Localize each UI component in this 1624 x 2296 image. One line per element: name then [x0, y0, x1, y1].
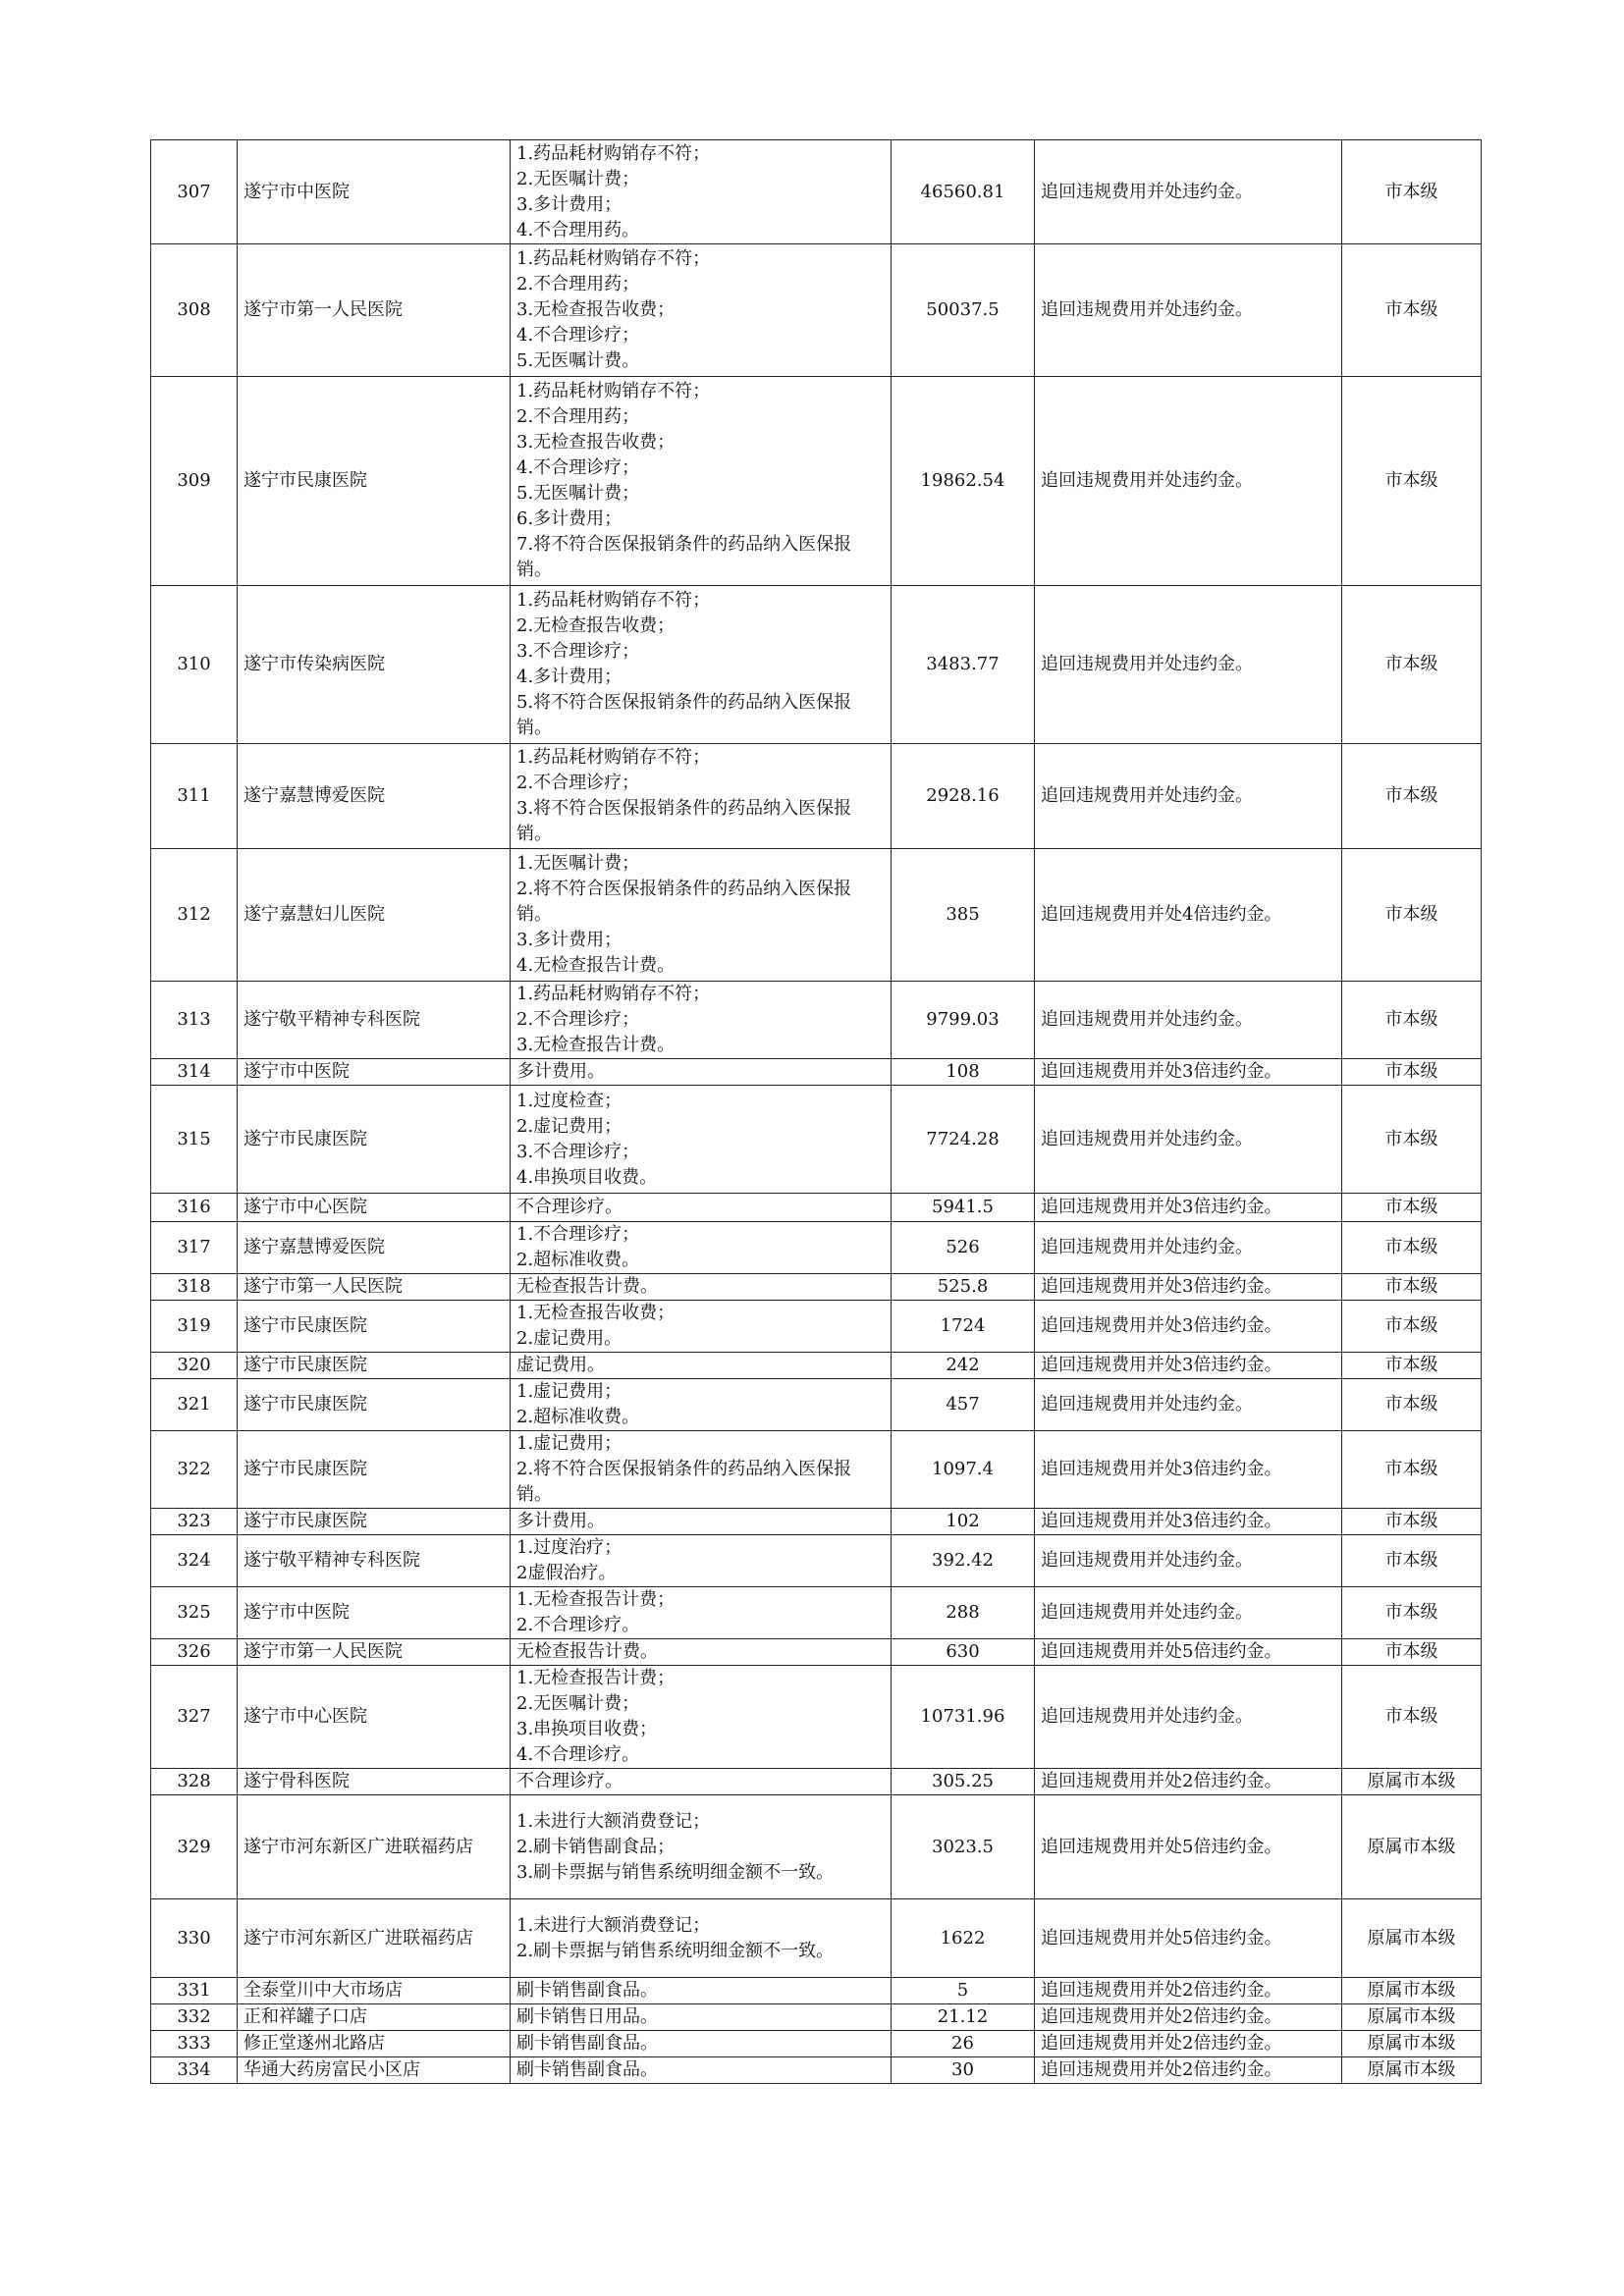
table-row — [151, 244, 1482, 377]
admin-level: 市本级 — [1342, 849, 1482, 982]
issue-line: 2.不合理诊疗； — [516, 773, 640, 793]
admin-level: 市本级 — [1342, 1639, 1482, 1666]
institution-name: 遂宁嘉慧妇儿医院 — [238, 849, 511, 982]
handling-action: 追回违规费用并处5倍违约金。 — [1035, 1639, 1342, 1666]
table-row — [151, 982, 1482, 1059]
violation-amount: 5941.5 — [892, 1194, 1035, 1222]
handling-action: 追回违规费用并处2倍违约金。 — [1035, 1769, 1342, 1795]
handling-action: 追回违规费用并处3倍违约金。 — [1035, 1301, 1342, 1353]
handling-action: 追回违规费用并处违约金。 — [1035, 1222, 1342, 1274]
row-number: 328 — [151, 1769, 238, 1795]
handling-action: 追回违规费用并处2倍违约金。 — [1035, 1978, 1342, 2004]
row-number: 324 — [151, 1535, 238, 1587]
violation-issues — [511, 1769, 892, 1795]
issue-line: 2.超标准收费。 — [516, 1407, 640, 1427]
violation-amount: 3483.77 — [892, 586, 1035, 744]
row-number: 325 — [151, 1587, 238, 1639]
issue-line: 1.药品耗材购销存不符； — [516, 142, 711, 164]
issue-line: 无检查报告计费。 — [516, 1641, 658, 1662]
issue-line: 1.无检查报告计费； — [516, 1668, 676, 1688]
issue-line: 无检查报告计费。 — [516, 1276, 658, 1297]
row-number: 312 — [151, 849, 238, 982]
admin-level: 市本级 — [1342, 1086, 1482, 1194]
violation-amount: 108 — [892, 1059, 1035, 1086]
admin-level: 市本级 — [1342, 1059, 1482, 1086]
institution-name: 遂宁市中心医院 — [238, 1666, 511, 1769]
issue-line: 2.刷卡票据与销售系统明细金额不一致。 — [516, 1940, 835, 1961]
admin-level: 市本级 — [1342, 1509, 1482, 1535]
issue-line: 5.无医嘱计费； — [516, 483, 640, 504]
admin-level: 原属市本级 — [1342, 1899, 1482, 1978]
violation-amount: 9799.03 — [892, 982, 1035, 1059]
violation-issues — [511, 1899, 892, 1978]
issue-line: 5.无医嘱计费。 — [516, 350, 640, 371]
violation-issues — [511, 1086, 892, 1194]
row-number: 314 — [151, 1059, 238, 1086]
admin-level: 市本级 — [1342, 744, 1482, 849]
row-number: 313 — [151, 982, 238, 1059]
row-number: 309 — [151, 377, 238, 586]
handling-action: 追回违规费用并处违约金。 — [1035, 1086, 1342, 1194]
violation-issues — [511, 2057, 892, 2084]
table-row — [151, 849, 1482, 982]
handling-action: 追回违规费用并处3倍违约金。 — [1035, 1274, 1342, 1301]
institution-name: 修正堂遂州北路店 — [238, 2031, 511, 2057]
violation-issues — [511, 1978, 892, 2004]
issue-line: 2.虚记费用； — [516, 1115, 623, 1137]
violation-amount: 21.12 — [892, 2004, 1035, 2031]
issue-line: 2.将不符合医保报销条件的药品纳入医保报销。 — [516, 1459, 852, 1505]
violation-issues — [511, 849, 892, 982]
row-number: 326 — [151, 1639, 238, 1666]
institution-name: 华通大药房富民小区店 — [238, 2057, 511, 2084]
issue-line: 2.刷卡销售副食品； — [516, 1836, 676, 1857]
issue-line: 4.不合理诊疗。 — [516, 1744, 640, 1765]
institution-name: 遂宁敬平精神专科医院 — [238, 1535, 511, 1587]
institution-name: 遂宁嘉慧博爱医院 — [238, 744, 511, 849]
table-row — [151, 586, 1482, 744]
admin-level: 市本级 — [1342, 1535, 1482, 1587]
admin-level: 市本级 — [1342, 982, 1482, 1059]
table-row — [151, 1379, 1482, 1431]
issue-line: 虚记费用。 — [516, 1355, 605, 1375]
table-row — [151, 1353, 1482, 1379]
issue-line: 1.药品耗材购销存不符； — [516, 747, 711, 768]
issue-line: 刷卡销售副食品。 — [516, 1980, 658, 2001]
row-number: 317 — [151, 1222, 238, 1274]
admin-level: 市本级 — [1342, 1301, 1482, 1353]
handling-action: 追回违规费用并处违约金。 — [1035, 244, 1342, 377]
table-row — [151, 1509, 1482, 1535]
admin-level: 原属市本级 — [1342, 2004, 1482, 2031]
table-row — [151, 140, 1482, 244]
admin-level: 市本级 — [1342, 1194, 1482, 1222]
table-row — [151, 1666, 1482, 1769]
institution-name: 遂宁市中医院 — [238, 1587, 511, 1639]
violation-amount: 50037.5 — [892, 244, 1035, 377]
issue-line: 4.不合理诊疗； — [516, 325, 640, 346]
issue-line: 刷卡销售日用品。 — [516, 2006, 658, 2027]
row-number: 323 — [151, 1509, 238, 1535]
institution-name: 遂宁市第一人民医院 — [238, 1639, 511, 1666]
table-row — [151, 1431, 1482, 1509]
institution-name: 遂宁骨科医院 — [238, 1769, 511, 1795]
issue-line: 1.无检查报告收费； — [516, 1303, 676, 1323]
issue-line: 1.过度治疗； — [516, 1537, 623, 1558]
admin-level: 原属市本级 — [1342, 1769, 1482, 1795]
row-number: 331 — [151, 1978, 238, 2004]
handling-action: 追回违规费用并处3倍违约金。 — [1035, 1509, 1342, 1535]
violation-amount: 526 — [892, 1222, 1035, 1274]
institution-name: 遂宁市中医院 — [238, 140, 511, 244]
handling-action: 追回违规费用并处4倍违约金。 — [1035, 849, 1342, 982]
handling-action: 追回违规费用并处3倍违约金。 — [1035, 1431, 1342, 1509]
issue-line: 5.将不符合医保报销条件的药品纳入医保报销。 — [516, 692, 852, 738]
issue-line: 7.将不符合医保报销条件的药品纳入医保报销。 — [516, 534, 852, 580]
admin-level: 市本级 — [1342, 1353, 1482, 1379]
table-row — [151, 1899, 1482, 1978]
issue-line: 1.药品耗材购销存不符； — [516, 381, 711, 401]
institution-name: 遂宁市中医院 — [238, 1059, 511, 1086]
handling-action: 追回违规费用并处违约金。 — [1035, 1535, 1342, 1587]
issue-line: 1.药品耗材购销存不符； — [516, 590, 711, 611]
issue-line: 2虚假治疗。 — [516, 1563, 617, 1583]
admin-level: 市本级 — [1342, 244, 1482, 377]
row-number: 318 — [151, 1274, 238, 1301]
row-number: 307 — [151, 140, 238, 244]
handling-action: 追回违规费用并处5倍违约金。 — [1035, 1899, 1342, 1978]
row-number: 315 — [151, 1086, 238, 1194]
violation-amount: 7724.28 — [892, 1086, 1035, 1194]
issue-line: 1.药品耗材购销存不符； — [516, 248, 711, 269]
institution-name: 遂宁敬平精神专科医院 — [238, 982, 511, 1059]
handling-action: 追回违规费用并处违约金。 — [1035, 377, 1342, 586]
issue-line: 1.不合理诊疗； — [516, 1224, 640, 1245]
handling-action: 追回违规费用并处3倍违约金。 — [1035, 1194, 1342, 1222]
table-row — [151, 1795, 1482, 1899]
table-row — [151, 1194, 1482, 1222]
violation-issues — [511, 744, 892, 849]
handling-action: 追回违规费用并处违约金。 — [1035, 1379, 1342, 1431]
issue-line: 3.无检查报告收费； — [516, 299, 676, 320]
violation-issues — [511, 1274, 892, 1301]
issue-line: 6.多计费用； — [516, 508, 623, 529]
admin-level: 市本级 — [1342, 1222, 1482, 1274]
table-row — [151, 1222, 1482, 1274]
issue-line: 2.将不符合医保报销条件的药品纳入医保报销。 — [516, 879, 852, 925]
violation-issues — [511, 1194, 892, 1222]
table-body — [151, 140, 1482, 2084]
violation-amount: 46560.81 — [892, 140, 1035, 244]
issue-line: 4.无检查报告计费。 — [516, 955, 676, 976]
handling-action: 追回违规费用并处2倍违约金。 — [1035, 2031, 1342, 2057]
institution-name: 遂宁市民康医院 — [238, 1353, 511, 1379]
violation-issues — [511, 1509, 892, 1535]
issue-line: 4.串换项目收费。 — [516, 1166, 658, 1188]
issue-line: 刷卡销售副食品。 — [516, 2033, 658, 2054]
institution-name: 遂宁市民康医院 — [238, 377, 511, 586]
issue-line: 3.串换项目收费； — [516, 1719, 658, 1739]
violation-issues — [511, 244, 892, 377]
issue-line: 2.不合理用药； — [516, 406, 640, 427]
violation-amount: 102 — [892, 1509, 1035, 1535]
issue-line: 2.无检查报告收费； — [516, 615, 676, 636]
violation-amount: 26 — [892, 2031, 1035, 2057]
violation-issues — [511, 1353, 892, 1379]
violations-table — [150, 139, 1482, 2084]
table-row — [151, 1769, 1482, 1795]
violation-issues — [511, 2031, 892, 2057]
issue-line: 2.超标准收费。 — [516, 1250, 640, 1270]
violation-amount: 10731.96 — [892, 1666, 1035, 1769]
table-row — [151, 1587, 1482, 1639]
issue-line: 4.不合理用药。 — [516, 219, 640, 240]
issue-line: 3.刷卡票据与销售系统明细金额不一致。 — [516, 1861, 835, 1883]
issue-line: 2.虚记费用。 — [516, 1328, 623, 1349]
issue-line: 3.无检查报告收费； — [516, 432, 676, 453]
issue-line: 1.药品耗材购销存不符； — [516, 984, 711, 1004]
handling-action: 追回违规费用并处3倍违约金。 — [1035, 1059, 1342, 1086]
institution-name: 遂宁市民康医院 — [238, 1301, 511, 1353]
institution-name: 遂宁市第一人民医院 — [238, 1274, 511, 1301]
table-row — [151, 1059, 1482, 1086]
violation-amount: 305.25 — [892, 1769, 1035, 1795]
issue-line: 不合理诊疗。 — [516, 1197, 623, 1217]
issue-line: 3.多计费用； — [516, 193, 623, 215]
issue-line: 3.不合理诊疗； — [516, 641, 640, 662]
row-number: 327 — [151, 1666, 238, 1769]
row-number: 333 — [151, 2031, 238, 2057]
admin-level: 原属市本级 — [1342, 1978, 1482, 2004]
violation-amount: 1097.4 — [892, 1431, 1035, 1509]
institution-name: 遂宁市民康医院 — [238, 1086, 511, 1194]
row-number: 332 — [151, 2004, 238, 2031]
row-number: 316 — [151, 1194, 238, 1222]
row-number: 320 — [151, 1353, 238, 1379]
issue-line: 2.无医嘱计费； — [516, 168, 640, 189]
violation-amount: 288 — [892, 1587, 1035, 1639]
violation-amount: 5 — [892, 1978, 1035, 2004]
row-number: 322 — [151, 1431, 238, 1509]
institution-name: 遂宁市河东新区广进联福药店 — [238, 1795, 511, 1899]
admin-level: 市本级 — [1342, 377, 1482, 586]
handling-action: 追回违规费用并处违约金。 — [1035, 586, 1342, 744]
table-row — [151, 1535, 1482, 1587]
issue-line: 4.多计费用； — [516, 667, 623, 687]
issue-line: 3.无检查报告计费。 — [516, 1035, 676, 1055]
issue-line: 1.过度检查； — [516, 1090, 623, 1111]
issue-line: 1.无检查报告计费； — [516, 1589, 676, 1610]
row-number: 311 — [151, 744, 238, 849]
violation-issues — [511, 1301, 892, 1353]
row-number: 310 — [151, 586, 238, 744]
handling-action: 追回违规费用并处违约金。 — [1035, 1666, 1342, 1769]
issue-line: 多计费用。 — [516, 1061, 605, 1082]
issue-line: 2.不合理诊疗； — [516, 1009, 640, 1030]
institution-name: 遂宁嘉慧博爱医院 — [238, 1222, 511, 1274]
violation-amount: 1724 — [892, 1301, 1035, 1353]
admin-level: 市本级 — [1342, 1274, 1482, 1301]
admin-level: 市本级 — [1342, 1431, 1482, 1509]
admin-level: 市本级 — [1342, 1666, 1482, 1769]
row-number: 329 — [151, 1795, 238, 1899]
table-row — [151, 1639, 1482, 1666]
row-number: 334 — [151, 2057, 238, 2084]
institution-name: 遂宁市河东新区广进联福药店 — [238, 1899, 511, 1978]
institution-name: 遂宁市第一人民医院 — [238, 244, 511, 377]
violation-amount: 525.8 — [892, 1274, 1035, 1301]
violation-amount: 2928.16 — [892, 744, 1035, 849]
institution-name: 遂宁市传染病医院 — [238, 586, 511, 744]
handling-action: 追回违规费用并处3倍违约金。 — [1035, 1353, 1342, 1379]
handling-action: 追回违规费用并处2倍违约金。 — [1035, 2057, 1342, 2084]
violation-issues — [511, 1379, 892, 1431]
handling-action: 追回违规费用并处违约金。 — [1035, 1587, 1342, 1639]
admin-level: 市本级 — [1342, 1587, 1482, 1639]
issue-line: 4.不合理诊疗； — [516, 457, 640, 478]
violation-amount: 630 — [892, 1639, 1035, 1666]
violation-amount: 30 — [892, 2057, 1035, 2084]
violation-amount: 3023.5 — [892, 1795, 1035, 1899]
issue-line: 3.不合理诊疗； — [516, 1141, 640, 1162]
institution-name: 遂宁市民康医院 — [238, 1509, 511, 1535]
table-row — [151, 1978, 1482, 2004]
admin-level: 市本级 — [1342, 586, 1482, 744]
institution-name: 正和祥罐子口店 — [238, 2004, 511, 2031]
row-number: 308 — [151, 244, 238, 377]
violation-issues — [511, 586, 892, 744]
violation-amount: 385 — [892, 849, 1035, 982]
violation-issues — [511, 1431, 892, 1509]
admin-level: 原属市本级 — [1342, 1795, 1482, 1899]
issue-line: 3.将不符合医保报销条件的药品纳入医保报销。 — [516, 798, 852, 844]
violation-issues — [511, 1059, 892, 1086]
handling-action: 追回违规费用并处2倍违约金。 — [1035, 2004, 1342, 2031]
institution-name: 遂宁市中心医院 — [238, 1194, 511, 1222]
handling-action: 追回违规费用并处5倍违约金。 — [1035, 1795, 1342, 1899]
table-row — [151, 1086, 1482, 1194]
handling-action: 追回违规费用并处违约金。 — [1035, 982, 1342, 1059]
violation-amount: 19862.54 — [892, 377, 1035, 586]
table-row — [151, 1274, 1482, 1301]
violation-issues — [511, 1587, 892, 1639]
violation-issues — [511, 982, 892, 1059]
violation-amount: 392.42 — [892, 1535, 1035, 1587]
row-number: 330 — [151, 1899, 238, 1978]
violation-amount: 1622 — [892, 1899, 1035, 1978]
table-row — [151, 744, 1482, 849]
issue-line: 1.无医嘱计费； — [516, 853, 640, 874]
violation-issues — [511, 2004, 892, 2031]
table-row — [151, 2031, 1482, 2057]
issue-line: 多计费用。 — [516, 1511, 605, 1531]
issue-line: 1.虚记费用； — [516, 1381, 623, 1402]
violation-issues — [511, 1666, 892, 1769]
admin-level: 原属市本级 — [1342, 2057, 1482, 2084]
violation-issues — [511, 1639, 892, 1666]
admin-level: 市本级 — [1342, 1379, 1482, 1431]
violation-amount: 457 — [892, 1379, 1035, 1431]
issue-line: 1.未进行大额消费登记； — [516, 1914, 711, 1936]
handling-action: 追回违规费用并处违约金。 — [1035, 140, 1342, 244]
issue-line: 2.无医嘱计费； — [516, 1693, 640, 1714]
institution-name: 遂宁市民康医院 — [238, 1379, 511, 1431]
institution-name: 遂宁市民康医院 — [238, 1431, 511, 1509]
issue-line: 不合理诊疗。 — [516, 1771, 623, 1791]
issue-line: 3.多计费用； — [516, 930, 623, 950]
violation-amount: 242 — [892, 1353, 1035, 1379]
admin-level: 市本级 — [1342, 140, 1482, 244]
violation-issues — [511, 140, 892, 244]
institution-name: 全泰堂川中大市场店 — [238, 1978, 511, 2004]
issue-line: 2.不合理诊疗。 — [516, 1615, 640, 1635]
violation-issues — [511, 1535, 892, 1587]
table-row — [151, 2057, 1482, 2084]
row-number: 321 — [151, 1379, 238, 1431]
issue-line: 2.不合理用药； — [516, 274, 640, 294]
issue-line: 刷卡销售副食品。 — [516, 2059, 658, 2080]
violation-issues — [511, 1222, 892, 1274]
table-row — [151, 377, 1482, 586]
violation-issues — [511, 377, 892, 586]
table-row — [151, 1301, 1482, 1353]
table-row — [151, 2004, 1482, 2031]
issue-line: 1.未进行大额消费登记； — [516, 1810, 711, 1832]
row-number: 319 — [151, 1301, 238, 1353]
admin-level: 原属市本级 — [1342, 2031, 1482, 2057]
violation-issues — [511, 1795, 892, 1899]
handling-action: 追回违规费用并处违约金。 — [1035, 744, 1342, 849]
issue-line: 1.虚记费用； — [516, 1433, 623, 1454]
